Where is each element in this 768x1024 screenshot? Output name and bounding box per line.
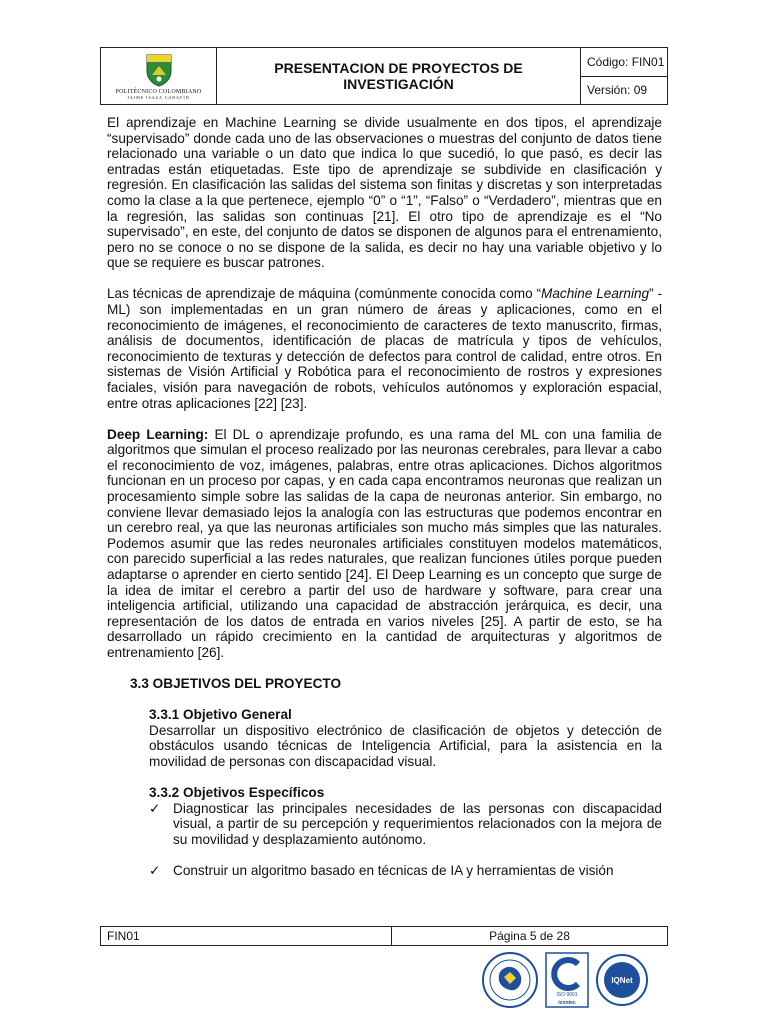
iqnet-logo-icon: [597, 955, 647, 1005]
list-item-text: Construir un algoritmo basado en técnicas de IA y herramientas de visión: [173, 862, 614, 878]
logo-caption: POLITÉCNICO COLOMBIANO: [115, 88, 202, 95]
document-title: PRESENTACION DE PROYECTOS DE INVESTIGACIÓN: [217, 48, 581, 104]
section-title: 3.3 OBJETIVOS DEL PROYECTO: [130, 676, 342, 692]
document-code: Código: FIN01: [581, 48, 667, 77]
institution-logo: [101, 48, 217, 104]
specific-objectives-list: [149, 801, 662, 879]
icontec-label: icontec: [558, 1000, 576, 1006]
general-objective-text: Desarrollar un dispositivo electrónico de clasificación de objetos y detección de obstáculos usando técnicas de Inteligencia Artificial, para la asistencia en la movilidad de personas con discapacidad visual.: [149, 722, 662, 769]
general-objective-title: 3.3.1 Objetivo General: [149, 707, 292, 723]
paragraph-deep-learning: [107, 427, 662, 661]
check-icon: ✓: [149, 862, 161, 878]
p2-text-a: Las técnicas de aprendizaje de máquina (comúnmente conocida como “: [107, 286, 542, 302]
list-item: [149, 863, 662, 879]
paragraph-ml-techniques: [107, 286, 662, 411]
document-body: [107, 115, 662, 894]
logo-subcaption: JAIME ISAZA CADAVID: [127, 94, 190, 100]
deep-learning-text: El DL o aprendizaje profundo, es una rama del ML con una familia de algoritmos que simulan el proceso realizado por las neuronas cerebrales, para llevar a cabo el reconocimiento de voz, imágenes, palabras, entre otras aplicaciones. Dichos algoritmos funcionan en un proceso por capas, y en cada capa encontramos neuronas que realizan un procesamiento simple sobre las salidas de la capa de neuronas anterior. Sin embargo, no conviene llevar demasiado lejos la analogía con las estructuras que podemos encontrar en un cerebro real, ya que las neuronas artificiales son mucho más simples que las naturales. Podemos asumir que las redes neuronales artificiales constituyen modelos matemáticos, con parecido superficial a las redes naturales, que realizan funciones útiles porque pueden adaptarse o aprender en cierto sentido [24]. El Deep Learning es un concepto que surge de la idea de imitar el cerebro a partir del uso de hardware y software, para crear una inteligencia artificial, utilizando una capacidad de abstracción jerárquica, es decir, una representación de los datos de entrada en varios niveles [25]. A partir de esto, se ha desarrollado un rápido crecimiento en la cantidad de arquitecturas y algoritmos de entrenamiento [26].: [107, 426, 662, 660]
document-version: Versión: 09: [587, 83, 648, 98]
check-icon: ✓: [149, 800, 161, 816]
certification-seal-icon: [483, 953, 537, 1007]
deep-learning-term: Deep Learning:: [107, 426, 209, 442]
p2-text-b: ” - ML) son implementadas en un gran número de áreas y aplicaciones, como en el reconocimiento de imágenes, el reconocimiento de caracteres de texto manuscrito, firmas, análisis de documentos, identificación de placas de matrícula y tipos de vehículos, reconocimiento de texturas y detección de defectos para control de calidad, entre otros. En sistemas de Visión Artificial y Robótica para el reconocimiento de rostros y expresiones faciales, visión para navegación de robots, vehículos autónomos y exploración espacial, entre otras aplicaciones [22] [23].: [107, 286, 662, 411]
iqnet-label: IQNet: [611, 976, 633, 985]
list-item: [149, 801, 662, 848]
specific-objectives-title: 3.3.2 Objetivos Específicos: [149, 785, 325, 801]
general-objective: [149, 707, 662, 800]
coat-of-arms-icon: [144, 53, 174, 87]
iso-label: ISO 9001: [556, 992, 578, 998]
footer-code: FIN01: [101, 927, 392, 945]
icontec-logo-icon: [546, 953, 588, 1007]
document-footer: [100, 926, 668, 946]
document-meta: [581, 48, 667, 104]
p2-emphasis: Machine Learning: [541, 286, 650, 302]
list-item-text: Diagnosticar las principales necesidades de las personas con discapacidad visual, a partir de su percepción y requerimientos relacionados con la mejora de su movilidad y desplazamiento autónomo.: [173, 800, 662, 847]
paragraph-ml-types: El aprendizaje en Machine Learning se divide usualmente en dos tipos, el aprendizaje “supervisado” donde cada uno de las observaciones o muestras del conjunto de datos tiene relacionado una variable o un dato que indica lo que sucedió, lo que pasó, es decir las entradas están etiquetadas. Este tipo de aprendizaje se subdivide en clasificación y regresión. En clasificación las salidas del sistema son finitas y discretas y son interpretadas como la clase a la que pertenece, ejemplo “0” o “1”, “Falso” o “Verdadero”, mientras que en la regresión, las salidas son continuas [21]. El otro tipo de aprendizaje es el “No supervisado”, en este, del conjunto de datos se disponen de algunos para el entrenamiento, pero no se conoce o no se dispone de la salida, es decir no hay una variable objetivo y lo que se requiere es buscar patrones.: [107, 115, 662, 271]
document-header: [100, 47, 668, 105]
page-number: Página 5 de 28: [489, 929, 570, 943]
certification-logos: [480, 950, 660, 1010]
